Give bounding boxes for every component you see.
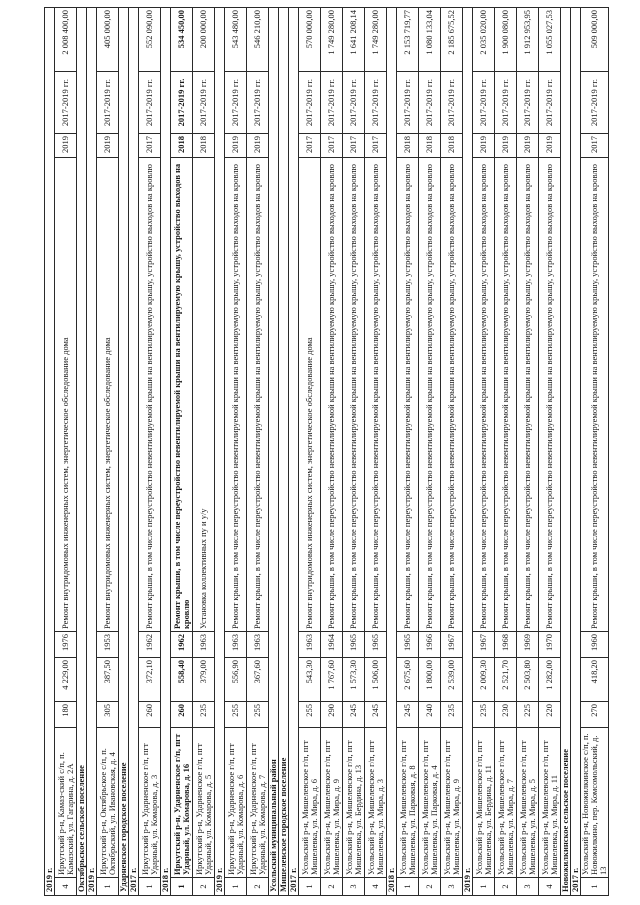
section-header: Новожилкинское сельское поселение xyxy=(561,7,571,895)
section-header: 2019 г. xyxy=(45,7,55,895)
period-cell: 2017-2019 гг. xyxy=(517,72,539,134)
cost-cell: 1 055 027,53 xyxy=(539,7,561,71)
period-cell: 2017-2019 гг. xyxy=(473,72,495,134)
number-cell: 235 xyxy=(193,702,215,728)
area-cell: 2 539,00 xyxy=(441,658,463,702)
period-cell: 2017-2019 гг. xyxy=(97,72,119,134)
area-cell: 367,60 xyxy=(247,658,269,702)
period-cell: 2017-2019 гг. xyxy=(225,72,247,134)
table-row xyxy=(193,7,215,895)
year-built-cell: 1970 xyxy=(539,632,561,658)
table-row xyxy=(225,7,247,895)
period-cell: 2017-2019 гг. xyxy=(581,72,609,134)
area-cell: 2 521,70 xyxy=(495,658,517,702)
number-cell: 270 xyxy=(581,702,609,728)
year-built-cell: 1962 xyxy=(171,632,193,658)
table-row xyxy=(247,7,269,895)
area-cell: 1 800,00 xyxy=(419,658,441,702)
section-header-row xyxy=(77,7,87,895)
work-type-cell: Ремонт крыши, в том числе переустройство невентилируемой крыши на вентилируемую крышу, устройство выходов на кровлю xyxy=(441,158,463,632)
row-number: 3 xyxy=(441,878,463,896)
row-number: 4 xyxy=(539,878,561,896)
cost-cell: 546 210,00 xyxy=(247,7,269,71)
work-type-cell: Ремонт крыши, в том числе переустройство невентилируемой крыши на вентилируемую крышу, устройство выходов на кровлю xyxy=(247,158,269,632)
table-row xyxy=(171,7,193,895)
table-row xyxy=(419,7,441,895)
cost-cell: 543 480,00 xyxy=(225,7,247,71)
year-built-cell: 1953 xyxy=(97,632,119,658)
period-cell: 2017-2019 гг. xyxy=(441,72,463,134)
section-header-row xyxy=(571,7,581,895)
period-cell: 2017-2019 гг. xyxy=(171,72,193,134)
plan-year-cell: 2017 xyxy=(343,134,365,158)
year-built-cell: 1963 xyxy=(299,632,321,658)
year-built-cell: 1962 xyxy=(139,632,161,658)
cost-cell: 1 080 133,04 xyxy=(419,7,441,71)
area-cell: 1 506,00 xyxy=(365,658,387,702)
cost-cell: 2 035 020,00 xyxy=(473,7,495,71)
section-header-row xyxy=(215,7,225,895)
section-header-row xyxy=(87,7,97,895)
table-row xyxy=(473,7,495,895)
work-type-cell: Ремонт крыши, в том числе переустройство невентилируемой крыши на вентилируемую крышу, устройство выходов на кровлю xyxy=(539,158,561,632)
area-cell: 558,40 xyxy=(171,658,193,702)
table-row xyxy=(441,7,463,895)
row-number: 2 xyxy=(495,878,517,896)
area-cell: 372,10 xyxy=(139,658,161,702)
row-number: 2 xyxy=(321,878,343,896)
address-cell: Усольский р-н, Мишелевское г/п, пгт Мишелевка, ул. Парковая, д. 8 xyxy=(397,728,419,878)
number-cell: 255 xyxy=(299,702,321,728)
number-cell: 255 xyxy=(247,702,269,728)
plan-year-cell: 2017 xyxy=(139,134,161,158)
work-type-cell: Ремонт крыши, в том числе переустройство невентилируемой крыши на вентилируемую крышу, устройство выходов на кровлю xyxy=(473,158,495,632)
work-type-cell: Ремонт крыши, в том числе переустройство невентилируемой крыши на вентилируемую крышу, устройство выходов на кровлю xyxy=(171,158,193,632)
year-built-cell: 1965 xyxy=(365,632,387,658)
cost-cell: 405 000,00 xyxy=(97,7,119,71)
period-cell: 2017-2019 гг. xyxy=(247,72,269,134)
number-cell: 255 xyxy=(225,702,247,728)
area-cell: 4 229,00 xyxy=(55,658,77,702)
number-cell: 305 xyxy=(97,702,119,728)
cost-cell: 2 008 400,00 xyxy=(55,7,77,71)
rotated-table-wrapper xyxy=(44,8,608,896)
period-cell: 2017-2019 гг. xyxy=(495,72,517,134)
section-header-row xyxy=(161,7,171,895)
work-type-cell: Ремонт крыши, в том числе переустройство невентилируемой крыши на вентилируемую крышу, устройство выходов на кровлю xyxy=(139,158,161,632)
table-row xyxy=(581,7,609,895)
address-cell: Иркутский р-н, Ударненское г/п, пгт Ударный, ул. Комарова, д. 5 xyxy=(193,728,215,878)
year-built-cell: 1966 xyxy=(419,632,441,658)
cost-cell: 1 749 280,00 xyxy=(321,7,343,71)
row-number: 1 xyxy=(473,878,495,896)
work-type-cell: Ремонт крыши, в том числе переустройство невентилируемой крыши на вентилируемую крышу, устройство выходов на кровлю xyxy=(225,158,247,632)
plan-year-cell: 2017 xyxy=(581,134,609,158)
work-type-cell: Ремонт крыши, в том числе переустройство невентилируемой крыши на вентилируемую крышу, устройство выходов на кровлю xyxy=(581,158,609,632)
number-cell: 245 xyxy=(365,702,387,728)
address-cell: Усольский р-н, Новожилкинское с/п, п. Новожилкино, пер. Комсомольский, д. 13 xyxy=(581,728,609,878)
period-cell: 2017-2019 гг. xyxy=(55,72,77,134)
section-header: Мишелевское городское поселение xyxy=(279,7,289,895)
table-row xyxy=(321,7,343,895)
area-cell: 2 675,60 xyxy=(397,658,419,702)
period-cell: 2017-2019 гг. xyxy=(321,72,343,134)
work-type-cell: Ремонт крыши, в том числе переустройство невентилируемой крыши на вентилируемую крышу, устройство выходов на кровлю xyxy=(321,158,343,632)
area-cell: 2 503,80 xyxy=(517,658,539,702)
section-header-row xyxy=(463,7,473,895)
area-cell: 2 009,30 xyxy=(473,658,495,702)
row-number: 1 xyxy=(139,878,161,896)
section-header-row xyxy=(269,7,279,895)
plan-year-cell: 2018 xyxy=(397,134,419,158)
row-number: 4 xyxy=(55,878,77,896)
address-cell: Иркутский р-н, Камаз-ский с/п, п. Камазский, ул. Гагарина, д. 2А xyxy=(55,728,77,878)
section-header-row xyxy=(279,7,289,895)
address-cell: Усольский р-н, Мишелевское г/п, пгт Мишелевка, ул. Бердина, д. 13 xyxy=(343,728,365,878)
year-built-cell: 1968 xyxy=(495,632,517,658)
row-number: 1 xyxy=(299,878,321,896)
row-number: 1 xyxy=(225,878,247,896)
number-cell: 260 xyxy=(139,702,161,728)
address-cell: Усольский р-н, Мишелевское г/п, пгт Мишелевка, ул. Парковая, д. 4 xyxy=(419,728,441,878)
number-cell: 225 xyxy=(517,702,539,728)
table-row xyxy=(55,7,77,895)
cost-cell: 534 450,00 xyxy=(171,7,193,71)
address-cell: Усольский р-н, Мишелевское г/п, пгт Мишелевка, ул. Бердина, д. 11 xyxy=(473,728,495,878)
table-row xyxy=(97,7,119,895)
plan-year-cell: 2018 xyxy=(441,134,463,158)
row-number: 1 xyxy=(171,878,193,896)
work-type-cell: Ремонт внутридомовых инженерных систем, энергетическое обследование дома xyxy=(299,158,321,632)
area-cell: 543,30 xyxy=(299,658,321,702)
area-cell: 379,00 xyxy=(193,658,215,702)
work-type-cell: Ремонт крыши, в том числе переустройство невентилируемой крыши на вентилируемую крышу, устройство выходов на кровлю xyxy=(419,158,441,632)
number-cell: 290 xyxy=(321,702,343,728)
address-cell: Усольский р-н, Мишелевское г/п, пгт Мишелевка, ул. Мира, д. 7 xyxy=(495,728,517,878)
cost-cell: 200 000,00 xyxy=(193,7,215,71)
table-row xyxy=(539,7,561,895)
section-header: 2019 г. xyxy=(215,7,225,895)
number-cell: 245 xyxy=(343,702,365,728)
address-cell: Усольский р-н, Мишелевское г/п, пгт Мишелевка, ул. Мира, д. 6 xyxy=(299,728,321,878)
area-cell: 418,20 xyxy=(581,658,609,702)
period-cell: 2017-2019 гг. xyxy=(299,72,321,134)
work-type-cell: Ремонт крыши, в том числе переустройство невентилируемой крыши на вентилируемую крышу, устройство выходов на кровлю xyxy=(517,158,539,632)
address-cell: Усольский р-н, Мишелевское г/п, пгт Мишелевка, ул. Мира, д. 11 xyxy=(539,728,561,878)
section-header: Октябрьское сельское поселение xyxy=(77,7,87,895)
number-cell: 230 xyxy=(495,702,517,728)
address-cell: Усольский р-н, Мишелевское г/п, пгт Мишелевка, ул. Мира, д. 9 xyxy=(321,728,343,878)
cost-cell: 1 641 208,14 xyxy=(343,7,365,71)
area-cell: 387,50 xyxy=(97,658,119,702)
section-header: Усольский муниципальный район xyxy=(269,7,279,895)
number-cell: 260 xyxy=(171,702,193,728)
cost-cell: 552 090,00 xyxy=(139,7,161,71)
number-cell: 245 xyxy=(397,702,419,728)
area-cell: 1 767,60 xyxy=(321,658,343,702)
address-cell: Усольский р-н, Мишелевское г/п, пгт Мишелевка, ул. Мира, д. 5 xyxy=(517,728,539,878)
cost-cell: 2 185 675,52 xyxy=(441,7,463,71)
plan-year-cell: 2018 xyxy=(419,134,441,158)
row-number: 1 xyxy=(397,878,419,896)
section-header: 2017 г. xyxy=(129,7,139,895)
section-header: 2018 г. xyxy=(161,7,171,895)
work-type-cell: Ремонт крыши, в том числе переустройство невентилируемой крыши на вентилируемую крышу, устройство выходов на кровлю xyxy=(397,158,419,632)
number-cell: 235 xyxy=(441,702,463,728)
section-header-row xyxy=(289,7,299,895)
section-header-row xyxy=(119,7,129,895)
section-header: 2017 г. xyxy=(571,7,581,895)
period-cell: 2017-2019 гг. xyxy=(343,72,365,134)
plan-year-cell: 2018 xyxy=(193,134,215,158)
area-cell: 1 573,30 xyxy=(343,658,365,702)
repair-program-table xyxy=(44,7,609,896)
row-number: 1 xyxy=(97,878,119,896)
year-built-cell: 1963 xyxy=(247,632,269,658)
address-cell: Иркутский р-н, Октябрьское с/п, п. Октябрьский, ул. Ивановская, д. 4 xyxy=(97,728,119,878)
cost-cell: 509 000,00 xyxy=(581,7,609,71)
section-header: 2018 г. xyxy=(387,7,397,895)
table-body xyxy=(45,7,609,895)
table-row xyxy=(495,7,517,895)
year-built-cell: 1976 xyxy=(55,632,77,658)
period-cell: 2017-2019 гг. xyxy=(539,72,561,134)
cost-cell: 570 000,00 xyxy=(299,7,321,71)
address-cell: Иркутский р-н, Ударненское г/п, пгт Ударный, ул. Комарова, д. 6 xyxy=(225,728,247,878)
address-cell: Иркутский р-н, Ударненское г/п, пгт Ударный, ул. Комарова, д. 7 xyxy=(247,728,269,878)
table-row xyxy=(139,7,161,895)
cost-cell: 1 912 953,95 xyxy=(517,7,539,71)
row-number: 2 xyxy=(419,878,441,896)
plan-year-cell: 2018 xyxy=(171,134,193,158)
table-row xyxy=(397,7,419,895)
row-number: 4 xyxy=(365,878,387,896)
cost-cell: 2 153 719,77 xyxy=(397,7,419,71)
plan-year-cell: 2019 xyxy=(55,134,77,158)
table-row xyxy=(517,7,539,895)
work-type-cell: Ремонт крыши, в том числе переустройство невентилируемой крыши на вентилируемую крышу, устройство выходов на кровлю xyxy=(365,158,387,632)
year-built-cell: 1963 xyxy=(225,632,247,658)
plan-year-cell: 2019 xyxy=(517,134,539,158)
number-cell: 240 xyxy=(419,702,441,728)
work-type-cell: Ремонт внутридомовых инженерных систем, энергетическое обследование дома xyxy=(55,158,77,632)
plan-year-cell: 2019 xyxy=(495,134,517,158)
area-cell: 556,90 xyxy=(225,658,247,702)
cost-cell: 1 749 280,00 xyxy=(365,7,387,71)
plan-year-cell: 2017 xyxy=(299,134,321,158)
period-cell: 2017-2019 гг. xyxy=(193,72,215,134)
section-header: 2017 г. xyxy=(289,7,299,895)
address-cell: Иркутский р-н, Ударненское г/п, пгт Ударный, ул. Комарова, д. 3 xyxy=(139,728,161,878)
year-built-cell: 1963 xyxy=(193,632,215,658)
cost-cell: 1 900 080,00 xyxy=(495,7,517,71)
plan-year-cell: 2019 xyxy=(97,134,119,158)
section-header: 2019 г. xyxy=(463,7,473,895)
row-number: 2 xyxy=(247,878,269,896)
row-number: 3 xyxy=(517,878,539,896)
year-built-cell: 1965 xyxy=(397,632,419,658)
year-built-cell: 1967 xyxy=(441,632,463,658)
plan-year-cell: 2019 xyxy=(225,134,247,158)
year-built-cell: 1969 xyxy=(517,632,539,658)
period-cell: 2017-2019 гг. xyxy=(139,72,161,134)
address-cell: Усольский р-н, Мишелевское г/п, пгт Мишелевка, ул. Мира, д. 9 xyxy=(441,728,463,878)
work-type-cell: Ремонт крыши, в том числе переустройство невентилируемой крыши на вентилируемую крышу, устройство выходов на кровлю xyxy=(343,158,365,632)
table-row xyxy=(299,7,321,895)
address-cell: Иркутский р-н, Ударненское г/п, пгт Ударный, ул. Комарова, д. 16 xyxy=(171,728,193,878)
number-cell: 180 xyxy=(55,702,77,728)
section-header-row xyxy=(387,7,397,895)
row-number: 3 xyxy=(343,878,365,896)
plan-year-cell: 2019 xyxy=(247,134,269,158)
number-cell: 220 xyxy=(539,702,561,728)
year-built-cell: 1965 xyxy=(343,632,365,658)
row-number: 2 xyxy=(193,878,215,896)
plan-year-cell: 2017 xyxy=(365,134,387,158)
table-row xyxy=(365,7,387,895)
work-type-cell: Установка коллективных пу и у/у xyxy=(193,158,215,632)
table-row xyxy=(343,7,365,895)
area-cell: 1 282,00 xyxy=(539,658,561,702)
plan-year-cell: 2017 xyxy=(321,134,343,158)
row-number: 1 xyxy=(581,878,609,896)
period-cell: 2017-2019 гг. xyxy=(365,72,387,134)
plan-year-cell: 2019 xyxy=(473,134,495,158)
year-built-cell: 1967 xyxy=(473,632,495,658)
period-cell: 2017-2019 гг. xyxy=(419,72,441,134)
section-header-row xyxy=(45,7,55,895)
section-header: 2019 г. xyxy=(87,7,97,895)
document-page xyxy=(44,8,608,896)
work-type-cell: Ремонт крыши, в том числе переустройство невентилируемой крыши на вентилируемую крышу, устройство выходов на кровлю xyxy=(495,158,517,632)
section-header: Ударненское городское поселение xyxy=(119,7,129,895)
number-cell: 235 xyxy=(473,702,495,728)
plan-year-cell: 2019 xyxy=(539,134,561,158)
work-type-cell: Ремонт внутридомовых инженерных систем, энергетическое обследование дома xyxy=(97,158,119,632)
period-cell: 2017-2019 гг. xyxy=(397,72,419,134)
year-built-cell: 1960 xyxy=(581,632,609,658)
section-header-row xyxy=(129,7,139,895)
address-cell: Усольский р-н, Мишелевское г/п, пгт Мишелевка, ул. Мира, д. 3 xyxy=(365,728,387,878)
year-built-cell: 1964 xyxy=(321,632,343,658)
section-header-row xyxy=(561,7,571,895)
